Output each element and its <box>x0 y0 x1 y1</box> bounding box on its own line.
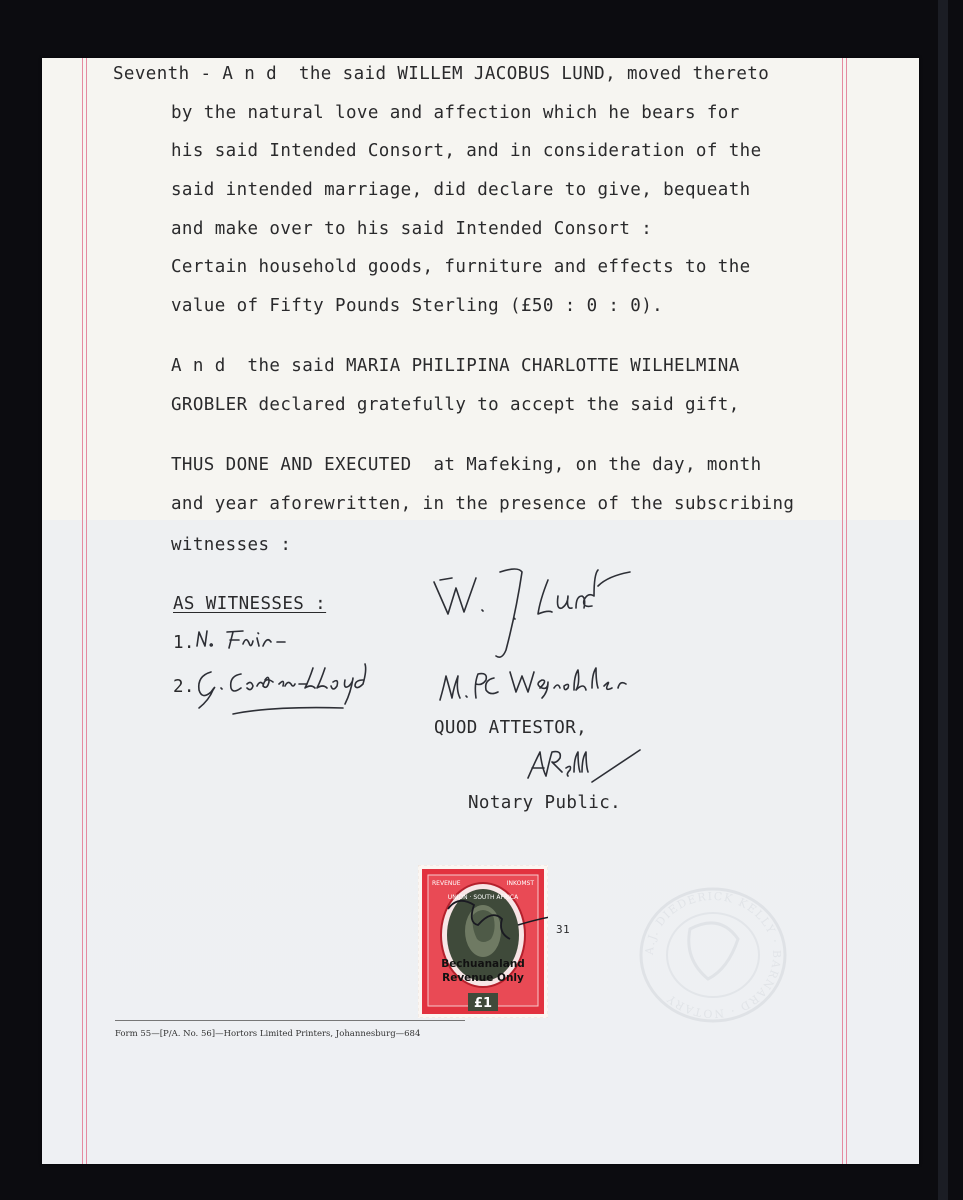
witness-1-signature <box>193 624 323 654</box>
mount-sleeve <box>938 0 948 1200</box>
text-line: and year aforewritten, in the presence of the subscribing <box>171 494 795 514</box>
text-line: value of Fifty Pounds Sterling (£50 : 0 : 0). <box>171 296 664 316</box>
right-margin-line <box>842 58 843 1164</box>
notary-seal-emboss <box>628 885 798 1025</box>
text-line: THUS DONE AND EXECUTED at Mafeking, on the day, month <box>171 455 762 475</box>
stamp-top-left: REVENUE <box>432 880 461 887</box>
text-line: A n d the said MARIA PHILIPINA CHARLOTTE WILHELMINA <box>171 356 740 376</box>
stamp-overprint-1: Bechuanaland <box>441 958 525 970</box>
attestor-label: QUOD ATTESTOR, <box>434 718 588 738</box>
witness-2-number: 2. <box>173 677 195 697</box>
text-line: his said Intended Consort, and in consideration of the <box>171 141 762 161</box>
witness-1-number: 1. <box>173 633 195 653</box>
witness-2-signature <box>193 662 393 724</box>
left-margin-line <box>82 58 83 1164</box>
stamp-value: £1 <box>473 996 493 1011</box>
footer-rule <box>115 1020 465 1021</box>
text-line: GROBLER declared gratefully to accept the said gift, <box>171 395 740 415</box>
text-line: witnesses : <box>171 535 292 555</box>
stamp-country: UNION · SOUTH AFRICA <box>447 894 519 901</box>
printer-footer: Form 55—[P/A. No. 56]—Hortors Limited Printers, Johannesburg—684 <box>115 1029 421 1039</box>
text-line: Seventh - A n d the said WILLEM JACOBUS LUND, moved thereto <box>113 64 770 84</box>
left-margin-line <box>86 58 87 1164</box>
text-line: said intended marriage, did declare to give, bequeath <box>171 180 751 200</box>
notary-signature <box>522 742 652 792</box>
wife-signature <box>432 664 632 706</box>
stamp-cancel-mark: 31 <box>556 923 571 936</box>
notary-label: Notary Public. <box>468 793 622 813</box>
stamp-top-right: INKOMST <box>506 880 534 887</box>
text-line: Certain household goods, furniture and effects to the <box>171 257 751 277</box>
witnesses-heading: AS WITNESSES : <box>173 594 327 614</box>
revenue-stamp <box>418 865 548 1018</box>
seal-ring-text: A.J. DIEDERICK KELLY · BARNARD · NOTARY <box>642 889 784 1021</box>
text-line: and make over to his said Intended Consort : <box>171 219 653 239</box>
right-margin-line <box>846 58 847 1164</box>
stamp-overprint-2: Revenue Only <box>442 972 524 984</box>
husband-signature <box>430 566 660 666</box>
text-line: by the natural love and affection which he bears for <box>171 103 740 123</box>
